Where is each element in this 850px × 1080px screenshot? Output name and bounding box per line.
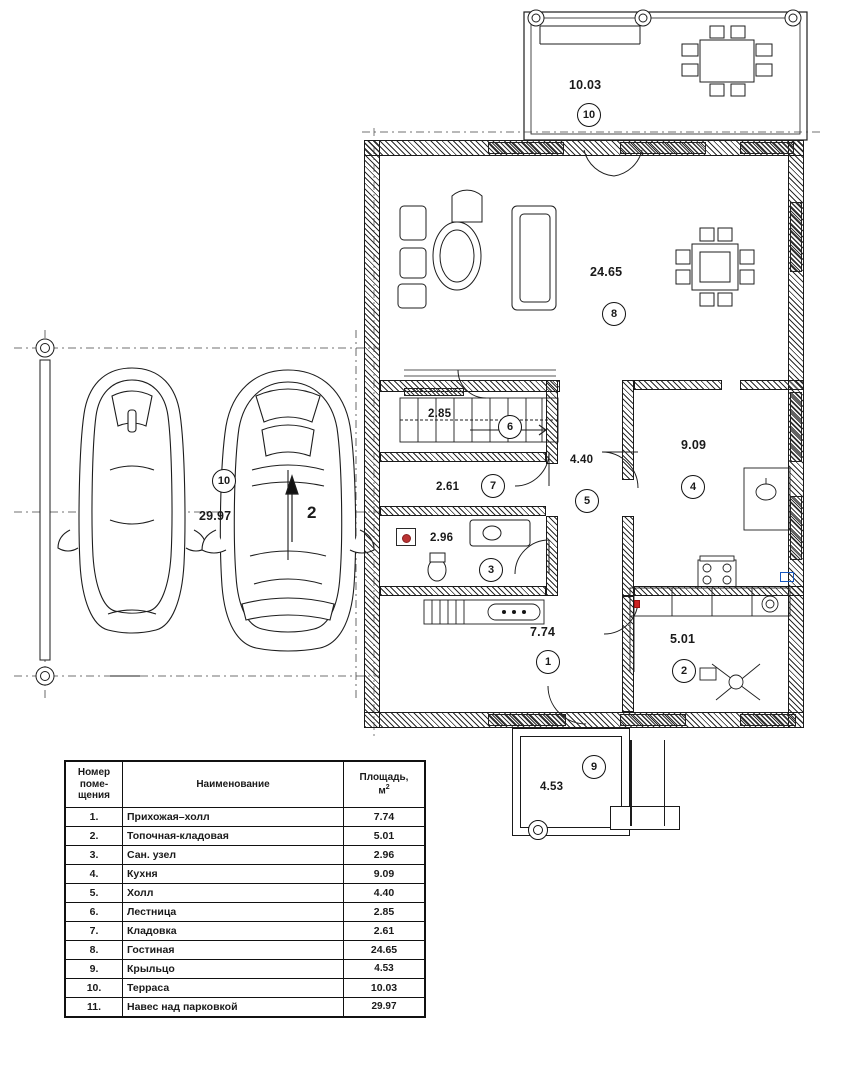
porch-rail-2 (664, 740, 665, 826)
window-entry-bottom (488, 714, 566, 726)
room-marker-terrace: 10 (577, 103, 601, 127)
cell-number: 8. (66, 940, 123, 959)
wall-interior-kitchen-left (622, 380, 634, 480)
cell-area: 10.03 (344, 978, 425, 997)
window-living-top-left (488, 142, 564, 154)
table-row (66, 959, 425, 978)
table-row (66, 921, 425, 940)
cell-area: 4.40 (344, 883, 425, 902)
cell-number: 4. (66, 864, 123, 883)
area-label-stairs: 2.85 (428, 408, 452, 420)
cell-area: 2.96 (344, 845, 425, 864)
cell-name: Лестница (123, 902, 344, 921)
table-row (66, 864, 425, 883)
cell-number: 3. (66, 845, 123, 864)
header-room-area-l2: м (378, 784, 386, 796)
cell-number: 2. (66, 826, 123, 845)
area-label-kitchen: 9.09 (681, 438, 707, 452)
area-label-entry: 7.74 (530, 625, 556, 639)
cell-area: 24.65 (344, 940, 425, 959)
wall-interior-stairs-right (546, 380, 558, 464)
window-stair-small (404, 388, 464, 396)
cell-name: Кухня (123, 864, 344, 883)
window-kitchen-right-2 (790, 496, 802, 560)
wall-interior-boiler-left (622, 596, 634, 712)
cell-area: 29.97 (344, 997, 425, 1016)
cell-area: 4.53 (344, 959, 425, 978)
porch-inner (520, 736, 622, 828)
table-row (66, 902, 425, 921)
room-marker-stairs: 6 (498, 415, 522, 439)
room-marker-living: 8 (602, 302, 626, 326)
porch-post-inner-icon (533, 825, 543, 835)
area-label-pantry: 2.61 (436, 481, 460, 493)
area-label-boiler: 5.01 (670, 632, 696, 646)
area-label-hall: 4.40 (570, 454, 594, 466)
area-label-bathroom: 2.96 (430, 532, 454, 544)
cell-number: 11. (66, 997, 123, 1016)
header-room-name: Наименование (123, 762, 344, 808)
window-living-top-corner (740, 142, 794, 154)
area-label-terrace: 10.03 (569, 78, 602, 92)
valve-marker-icon (634, 600, 640, 608)
room-marker-kitchen: 4 (681, 475, 705, 499)
header-room-number-l3: щения (77, 790, 111, 801)
room-marker-boiler: 2 (672, 659, 696, 683)
window-living-top-right (620, 142, 706, 154)
cell-name: Кладовка (123, 921, 344, 940)
header-room-number-l1: Номер (77, 767, 111, 778)
cell-number: 6. (66, 902, 123, 921)
window-living-right (790, 202, 802, 272)
cell-name: Навес над парковкой (123, 997, 344, 1016)
window-boiler-bottom (620, 714, 686, 726)
area-label-porch: 4.53 (540, 781, 564, 793)
wall-interior-kitchen-left-2 (622, 516, 634, 596)
table-row (66, 883, 425, 902)
area-label-carport: 29.97 (199, 509, 232, 523)
wall-interior-boiler-top (634, 586, 804, 596)
room-marker-bathroom: 3 (479, 558, 503, 582)
table-row (66, 826, 425, 845)
cell-name: Терраса (123, 978, 344, 997)
room-schedule-table (64, 760, 426, 1018)
cell-number: 7. (66, 921, 123, 940)
parking-count-label: 2 (307, 503, 317, 522)
wall-interior-kitchen-top (634, 380, 722, 390)
header-room-area-sup: 2 (385, 783, 390, 791)
header-room-area (344, 762, 425, 808)
cell-name: Крыльцо (123, 959, 344, 978)
wall-exterior-top (364, 140, 804, 156)
cell-area: 2.85 (344, 902, 425, 921)
wall-interior-hall-right (546, 516, 558, 596)
cell-name: Сан. узел (123, 845, 344, 864)
table-row (66, 997, 425, 1016)
cell-name: Гостиная (123, 940, 344, 959)
room-marker-entry: 1 (536, 650, 560, 674)
table-row (66, 940, 425, 959)
porch-rail (630, 740, 632, 826)
cell-area: 2.61 (344, 921, 425, 940)
cell-number: 10. (66, 978, 123, 997)
table-row (66, 978, 425, 997)
wall-interior-pantry (380, 452, 546, 462)
bath-fixture-dot-icon (402, 534, 411, 543)
header-room-area-l1: Площадь, (359, 772, 409, 784)
header-room-number-l2: поме- (79, 778, 109, 790)
cell-number: 9. (66, 959, 123, 978)
room-marker-pantry: 7 (481, 474, 505, 498)
room-marker-carport: 10 (212, 469, 236, 493)
room-marker-porch: 9 (582, 755, 606, 779)
wall-interior-bath-bottom (380, 586, 546, 596)
wall-interior-kitchen-top-2 (740, 380, 804, 390)
cell-area: 7.74 (344, 807, 425, 826)
wall-interior-bath-top (380, 506, 546, 516)
header-room-number (66, 762, 123, 808)
cell-area: 5.01 (344, 826, 425, 845)
cell-name: Прихожая–холл (123, 807, 344, 826)
porch-step (610, 806, 680, 830)
cell-number: 5. (66, 883, 123, 902)
room-marker-hall: 5 (575, 489, 599, 513)
cell-name: Топочная-кладовая (123, 826, 344, 845)
table-row (66, 845, 425, 864)
area-label-living: 24.65 (590, 265, 623, 279)
wall-exterior-left (364, 140, 380, 728)
electrical-box-icon (780, 572, 794, 582)
cell-number: 1. (66, 807, 123, 826)
window-boiler-bottom-2 (740, 714, 796, 726)
wall-exterior-bottom (364, 712, 804, 728)
window-kitchen-right (790, 392, 802, 462)
table-header-row (66, 762, 425, 808)
table-row (66, 807, 425, 826)
cell-area: 9.09 (344, 864, 425, 883)
cell-name: Холл (123, 883, 344, 902)
